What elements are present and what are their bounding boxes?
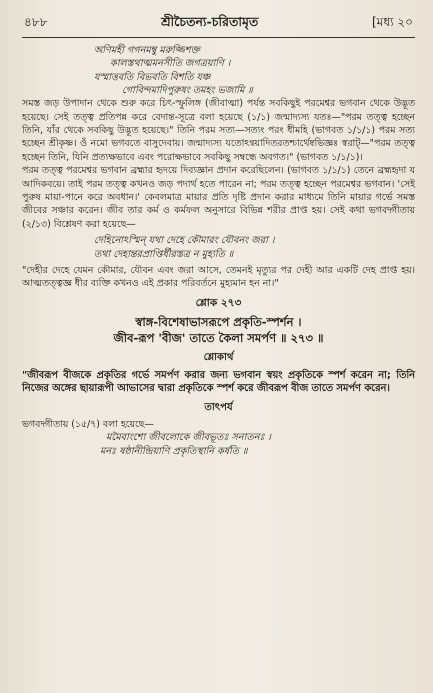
- paragraph-1: সমস্ত জড় উপাদান থেকে শুরু করে চিৎ-স্ফুলিঙ্গ (জীবাত্মা) পর্যন্ত সবকিছুই পরমেশ্বর ভগবান থেকে উদ্ভূত হয়েছে। সেই তত্ত্ব প্রতিপন্ন করে বেদান্ত-সূত্রে বলা হয়েছে (১/১) জন্মাদ্যস্য যতঃ—"পরম তত্ত্ব হচ্ছেন তিনি, যাঁর থেকে সবকিছু উদ্ভূত হয়েছে।" তিনি পরম সত্য—সত্যং পরং ধীমহি (ভাগবত ১/১/১) পরম সত্য হচ্ছেন শ্রীকৃষ্ণ। ওঁ নমো ভগবতে বাসুদেবায়। জন্মাদ্যস্য যতোঽন্বয়াদিতরতশ্চার্থেষ্বভিজ্ঞঃ স্বরাট্—"পরম তত্ত্ব হচ্ছেন তিনি, যিনি প্রত্যক্ষভাবে এবং পরোক্ষভাবে সবকিছু সম্বন্ধে অবগত।" (ভাগবত ১/১/১)।: [22, 98, 415, 163]
- sloka-line: দেহিনোঽস্মিন্ যথা দেহে কৌমারং যৌবনং জরা ।: [94, 235, 275, 247]
- purport-intro: ভগবদ্গীতায় (১৫/৭) বলা হয়েছে—: [22, 418, 154, 430]
- page-number: ৪৮৮: [24, 15, 48, 29]
- sloka-line: তথা দেহান্তরপ্রাপ্তির্ধীরস্তত্র ন মুহ্যতি ॥: [94, 248, 234, 260]
- sloka-gita-2-13: [22, 234, 415, 261]
- book-title: শ্রীচৈতন্য-চরিতামৃত: [161, 14, 259, 29]
- sloka-line: মমৈবাংশো জীবলোকে জীবভূতঃ সনাতনঃ ।: [106, 432, 271, 444]
- chapter-label: [মধ্য ২০: [372, 15, 413, 29]
- paragraph-2: পরম তত্ত্ব পরমেশ্বর ভগবান ব্রহ্মার হৃদয়ে দিব্যজ্ঞান প্রদান করেছিলেন। (ভাগবত ১/১/১) তেনে ব্রহ্মহৃদা য আদিকবয়ে। তাই পরম তত্ত্ব কখনও জড় পদার্থ হতে পারেন না; পরম তত্ত্ব হচ্ছেন পরমেশ্বর ভগবান। 'সেই পুরুষ মায়া-পানে করে অবধান।' কেবলমাত্র মায়ার প্রতি দৃষ্টি প্রদান করার মাধ্যমে তিনি মায়ার গর্ভে সমস্ত জীবের সঞ্চার করেন। জীব তার কর্ম ও কর্মফল অনুসারে বিভিন্ন শরীর প্রাপ্ত হয়। সেই কথা ভগবদ্গীতায় (২/১৩) বিশ্লেষণ করা হয়েছে—: [22, 165, 415, 230]
- page-header: [22, 14, 415, 38]
- sloka-brahma-samhita: [22, 44, 415, 97]
- purport-title: তাৎপর্য: [204, 401, 233, 413]
- sloka-line: অণিমহী গগনমম্বু মরুজ্জিশক্ত: [94, 45, 200, 56]
- paragraph-3: "দেহীর দেহে যেমন কৌমার, যৌবন এবং জরা আসে, তেমনই মৃত্যুর পর দেহী আর একটি দেহ প্রাপ্ত হয়। আত্মতত্ত্বজ্ঞ ধীর ব্যক্তি কখনও এই প্রকার পরিবর্তনে মুহ্যমান হন না।": [22, 264, 415, 290]
- sloka-line: গোবিন্দমাদিপুরুষং তমহং ভজামি ॥: [122, 84, 253, 96]
- verse-line: স্বাঙ্গ-বিশেষাভাসরূপে প্রকৃতি-স্পর্শন ।: [135, 314, 302, 329]
- translation-text: "জীবরূপ বীজকে প্রকৃতির গর্ভে সমর্পণ করার জন্য ভগবান স্বয়ং প্রকৃতিকে স্পর্শ করেন না; তিনি নিজের অঙ্গের ছায়ারূপী আভাসের দ্বারা প্রকৃতিকে স্পর্শ করে জীবরূপ বীজ তাতে সমর্পণ করেন।: [22, 369, 415, 395]
- verse-273: [22, 314, 415, 346]
- sloka-line: মনঃ ষষ্ঠানীন্দ্রিয়াণি প্রকৃতিস্থানি কর্ষতি ॥: [100, 445, 248, 457]
- verse-title: শ্লোক ২৭৩: [195, 296, 242, 309]
- translation-title: শ্লোকার্থ: [203, 351, 234, 363]
- sloka-line: যস্মাত্তবতি বিভবতি বিশতি যঞ্চ: [94, 71, 211, 83]
- sloka-line: কালস্তথাত্মমনসীতি জগত্রয়াণি ।: [110, 58, 231, 70]
- verse-line: জীব-রূপ 'বীজ' তাতে কৈলা সমর্পণ ॥ ২৭৩ ॥: [113, 330, 324, 345]
- sloka-gita-15-7: [22, 431, 415, 458]
